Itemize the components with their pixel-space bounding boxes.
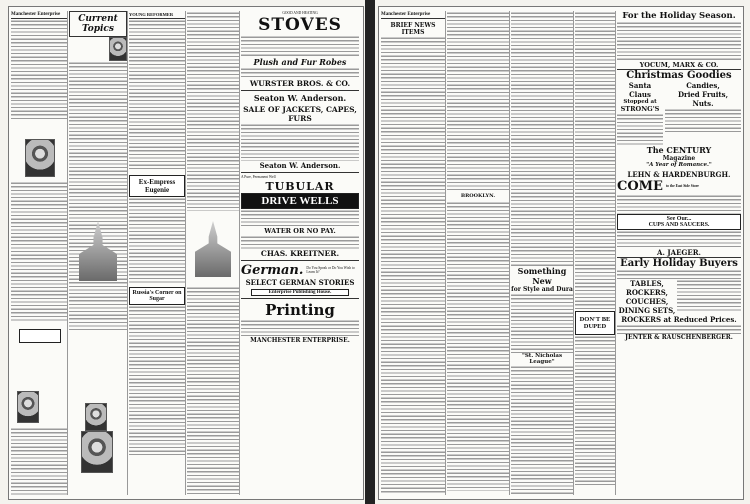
right-page: [378, 6, 744, 500]
stoves-intro: GOOD AND HEATING: [282, 11, 318, 15]
strongs-heading: STRONG'S: [620, 105, 660, 113]
santa-claus-heading: Santa Claus: [628, 81, 652, 99]
printing-heading: Printing: [265, 300, 335, 319]
cups-saucers-box: [617, 214, 741, 230]
christmas-goodies-heading: Christmas Goodies: [617, 69, 741, 81]
year-of-romance: "A Year of Romance.": [646, 162, 712, 168]
century-magazine: Magazine: [662, 155, 696, 162]
portrait-image: [109, 37, 127, 61]
portrait-image: [25, 139, 55, 177]
tubular-heading: TUBULAR: [265, 179, 335, 193]
russias-corner-heading: Russia's Corner on Sugar: [129, 287, 185, 305]
right-ad-column: [617, 11, 741, 495]
right-col-1: [381, 11, 446, 495]
seaton-anderson-heading: Seaton W. Anderson.: [253, 93, 347, 104]
brooklyn-heading: BROOKLYN.: [460, 193, 496, 199]
portrait-image: [85, 403, 107, 431]
current-topics-heading: Current Topics: [69, 11, 127, 37]
ex-empress-heading: Ex-Empress Eugenie: [129, 175, 185, 197]
nuts-heading: Nuts.: [692, 99, 714, 108]
select-german-stories: SELECT GERMAN STORIES: [245, 277, 355, 287]
candies-heading: Candies,: [686, 81, 720, 90]
ad-box: [19, 329, 61, 343]
seaton-anderson-heading-2: Seaton W. Anderson.: [259, 161, 341, 171]
left-masthead: Manchester Enterprise: [11, 11, 67, 19]
page-gutter: [365, 0, 375, 504]
water-or-no-pay: WATER OR NO PAY.: [264, 226, 336, 235]
rockers-reduced-heading: ROCKERS at Reduced Prices.: [621, 315, 737, 324]
dried-fruits-heading: Dried Fruits,: [677, 90, 729, 99]
something-new-heading: Something New: [517, 266, 567, 286]
yocum-marx-heading: YOCUM, MARX & CO.: [639, 61, 719, 69]
plush-robes-heading: Plush and Fur Robes: [253, 57, 347, 68]
east-side-store: to the East Side Store: [665, 184, 699, 189]
dont-be-duped-ad: DON'T BE DUPED: [575, 311, 615, 335]
see-our: See Our...: [666, 216, 692, 222]
dining-sets-heading: DINING SETS,: [618, 306, 676, 315]
enterprise-publishing-box: Enterprise Publishing House.: [251, 289, 349, 296]
cups-and-saucers: CUPS AND SAUCERS.: [648, 222, 710, 228]
stopped-at: Stopped at: [623, 99, 657, 105]
pure-well-line: A Pure, Permanent Well: [241, 175, 276, 180]
early-holiday-buyers-heading: Early Holiday Buyers: [617, 257, 741, 269]
left-page: [8, 6, 364, 500]
lehn-hardenburgh-heading: LEHN & HARDENBURGH.: [627, 170, 731, 179]
jaeger-heading: A. JAEGER.: [657, 248, 701, 257]
chas-kreitner: CHAS. KREITNER.: [260, 248, 340, 258]
left-col-1: [11, 11, 68, 495]
right-col-4: [575, 11, 616, 495]
left-col-4: [187, 11, 240, 495]
stoves-heading: STOVES: [258, 15, 342, 36]
wurster-heading: WURSTER BROS. & CO.: [249, 79, 351, 89]
st-nicholas-heading: "St. Nicholas League": [521, 353, 563, 365]
sale-jackets-heading: SALE OF JACKETS, CAPES, FURS: [243, 105, 357, 124]
right-col-3: [511, 11, 574, 495]
jenter-rauschenberger: JENTER & RAUSCHENBERGER.: [625, 334, 733, 341]
drive-wells-heading: DRIVE WELLS: [241, 193, 359, 209]
left-col-2: [69, 11, 128, 495]
right-masthead: Manchester Enterprise: [381, 11, 445, 19]
young-reformer-heading: YOUNG REFORMER: [129, 11, 185, 19]
come-heading: COME: [617, 179, 663, 194]
soldier-portrait-image: [81, 431, 113, 473]
tables-heading: TABLES,: [630, 279, 664, 288]
german-heading: German.: [241, 262, 304, 278]
brief-news-heading: BRIEF NEWS ITEMS: [390, 22, 436, 36]
rockers-heading: ROCKERS,: [626, 288, 668, 297]
style-dura-heading: for Style and Dura: [511, 286, 573, 293]
right-col-2: [447, 11, 510, 495]
left-ad-column: [241, 11, 359, 495]
century-heading: The CENTURY: [646, 145, 712, 155]
holiday-season-heading: For the Holiday Season.: [622, 11, 736, 21]
building-illustration: [195, 221, 231, 277]
german-question: Do You Speak or Do You Wish to Learn It?: [306, 265, 355, 275]
couches-heading: COUCHES,: [625, 297, 669, 306]
manchester-enterprise-footer: MANCHESTER ENTERPRISE.: [250, 336, 350, 344]
portrait-image: [17, 391, 39, 423]
left-col-3: [129, 11, 186, 495]
